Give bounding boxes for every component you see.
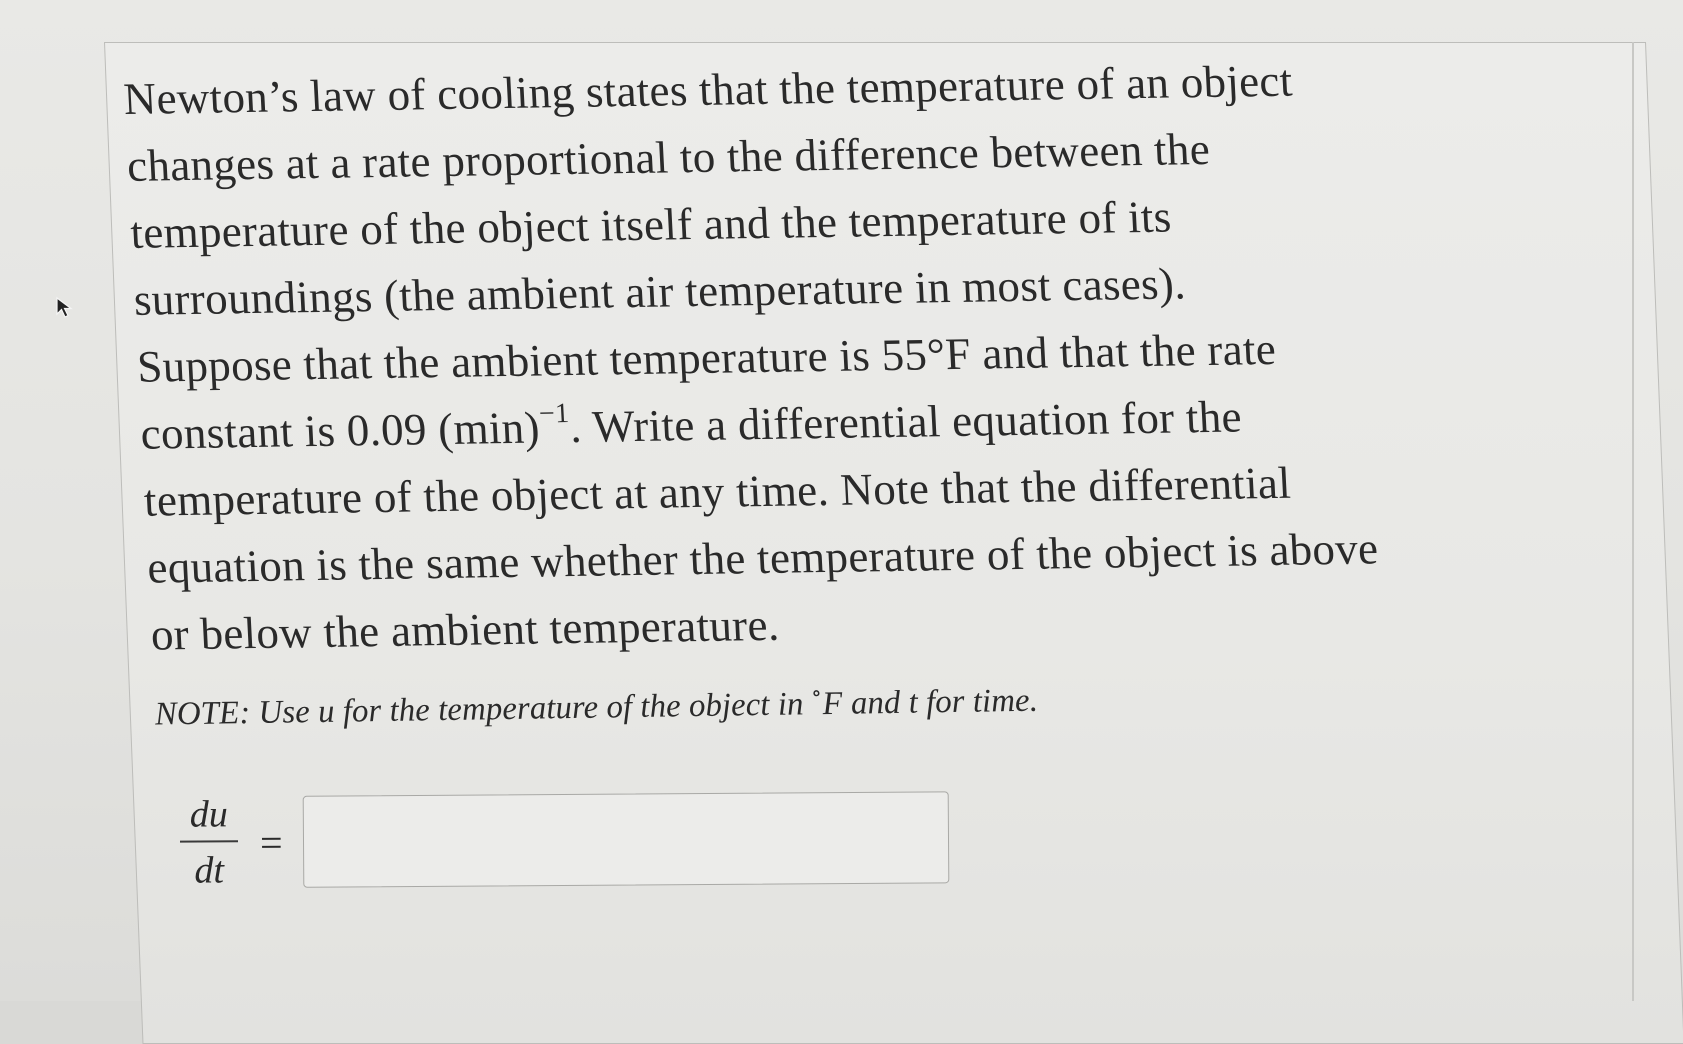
exponent: −1 [538,398,571,430]
problem-line-7: temperature of the object at any time. Note that the differential [142,457,1293,526]
derivative-fraction [180,792,239,892]
problem-statement [122,43,1632,669]
problem-line-1: Newton’s law of cooling states that the temperature of an object [122,55,1294,124]
answer-row [180,787,949,892]
problem-line-8: equation is the same whether the temperature of the object is above [146,523,1380,593]
note-suffix: F and t for time. [821,682,1039,723]
panel-divider [1632,42,1634,1001]
fraction-numerator: du [189,793,228,836]
problem-line-5: Suppose that the ambient temperature is 55°F and that the rate [135,323,1278,392]
problem-line-9: or below the ambient temperature. [149,599,781,660]
degree-symbol: ∘ [810,680,823,706]
fraction-denominator: dt [194,849,225,892]
mouse-pointer-icon [55,296,77,318]
problem-line-2: changes at a rate proportional to the difference between the [125,123,1212,191]
rate-constant-text: constant is 0.09 (min) [139,402,541,459]
problem-line-3: temperature of the object itself and the temperature of its [129,191,1173,258]
note-prefix: NOTE: Use u for the temperature of the object in [153,686,813,733]
question-text [122,43,1636,734]
answer-input[interactable] [302,791,949,888]
problem-line-4: surroundings (the ambient air temperature in most cases). [132,258,1187,325]
equals-sign: = [259,819,283,865]
problem-line-6-rest: . Write a differential equation for the [568,391,1243,452]
